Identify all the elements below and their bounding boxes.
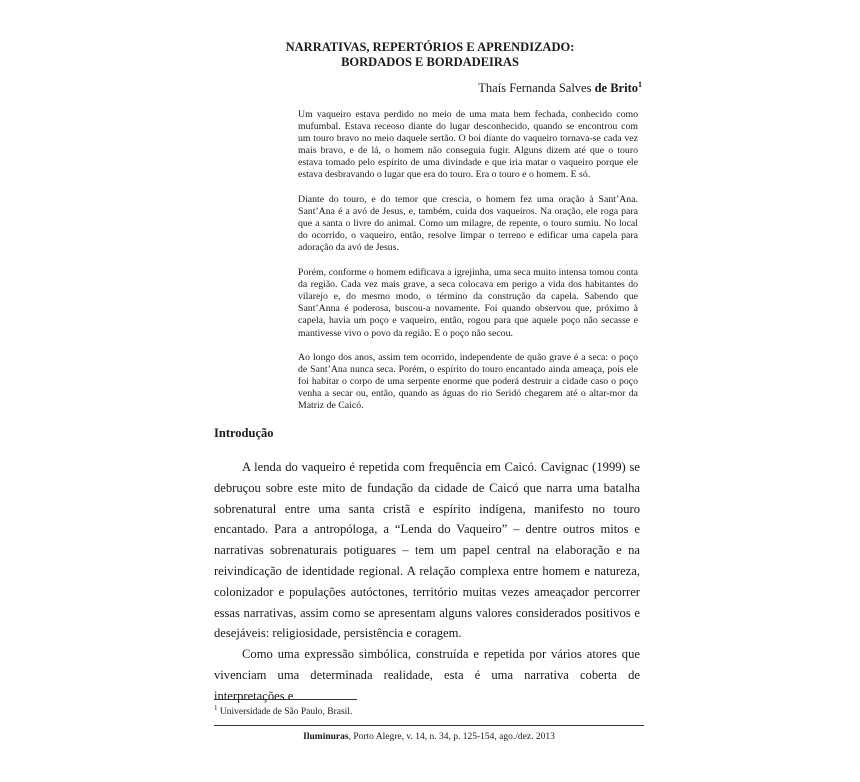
author-footnote-mark: 1	[638, 80, 642, 89]
epigraph-block	[298, 109, 638, 425]
author-surname: de Brito	[594, 81, 638, 96]
title-line-2: BORDADOS E BORDADEIRAS	[341, 55, 519, 69]
article-title	[200, 40, 660, 70]
author-given-name: Thaís Fernanda Salves	[478, 81, 592, 96]
epigraph-paragraph: Um vaqueiro estava perdido no meio de uma mata bem fechada, conhecido como mufumbal. Estava receoso diante do lugar desconhecido, quando se encontrou com um touro bravo no meio daquele sertão. O boi diante do vaqueiro tornava-se cada vez mais bravo, e de lá, o homem não conseguia fugir. Alguns dizem até que o touro estava tomado pelo espírito de uma divindade e que iria matar o vaqueiro porque ele estava desbravando o lugar que era do touro. Era o touro e o homem. E só.	[298, 109, 638, 181]
footer-divider	[214, 725, 644, 726]
footnote-divider	[214, 699, 357, 700]
footnote-mark: 1	[214, 704, 218, 712]
footer-journal-name: Iluminuras	[303, 732, 349, 742]
body-text	[214, 457, 640, 707]
footnote-text: Universidade de São Paulo, Brasil.	[219, 707, 353, 718]
section-heading: Introdução	[214, 426, 274, 440]
body-paragraph: Como uma expressão simbólica, construída e repetida por vários atores que vivenciam uma determinada realidade, esta é uma narrativa coberta de interpretações e	[214, 647, 640, 703]
author-line	[478, 80, 642, 96]
epigraph-paragraph: Diante do touro, e do temor que crescia, o homem fez uma oração à Sant’Ana. Sant’Ana é a avó de Jesus, e, também, cuida dos vaqueiros. Na oração, ele roga para que a santa o livre do animal. Como um milagre, de repente, o touro sumiu. No local do ocorrido, o vaqueiro, então, resolve limpar o terreno e edificar uma capela para adoração da avó de Jesus.	[298, 194, 638, 254]
title-line-1: NARRATIVAS, REPERTÓRIOS E APRENDIZADO:	[285, 40, 575, 54]
page-footer	[214, 732, 644, 742]
footer-citation: , Porto Alegre, v. 14, n. 34, p. 125-154, ago./dez. 2013	[348, 732, 555, 742]
epigraph-paragraph: Porém, conforme o homem edificava a igrejinha, uma seca muito intensa tomou conta da região. Cada vez mais grave, a seca colocava em perigo a vida dos habitantes do vilarejo e, do mesmo modo, o término da construção da capela. Sabendo que Sant’Anna é poderosa, buscou-a novamente. Foi quando observou que, próximo à capela, havia um poço e vaqueiro, então, rogou para que aquele poço não secasse e mantivesse vivo o povo da região. E o poço não secou.	[298, 267, 638, 339]
epigraph-paragraph: Ao longo dos anos, assim tem ocorrido, independente de quão grave é a seca: o poço de Sant’Ana nunca seca. Porém, o espírito do touro encantado ainda ameaça, pois ele foi habitar o corpo de uma serpente enorme que poderá destruir a cidade caso o poço venha a secar ou, então, quando as águas do rio Seridó chegarem até o altar-mor da Matriz de Caicó.	[298, 352, 638, 412]
body-paragraph: A lenda do vaqueiro é repetida com frequência em Caicó. Cavignac (1999) se debruçou sobre este mito de fundação da cidade de Caicó que narra uma batalha sobrenatural entre uma santa cristã e espírito indígena, manifesto no touro encantado. Para a antropóloga, a “Lenda do Vaqueiro” – dentre outros mitos e narrativas sobrenaturais potiguares – tem um papel central na elaboração e na reivindicação de identidade regional. A relação complexa entre homem e natureza, colonizador e populações autóctones, território muitas vezes ameaçador percorrer essas narrativas, assim como se apresentam alguns valores considerados positivos e desejáveis: religiosidade, persistência e coragem.	[214, 460, 640, 641]
footnote	[214, 704, 352, 717]
